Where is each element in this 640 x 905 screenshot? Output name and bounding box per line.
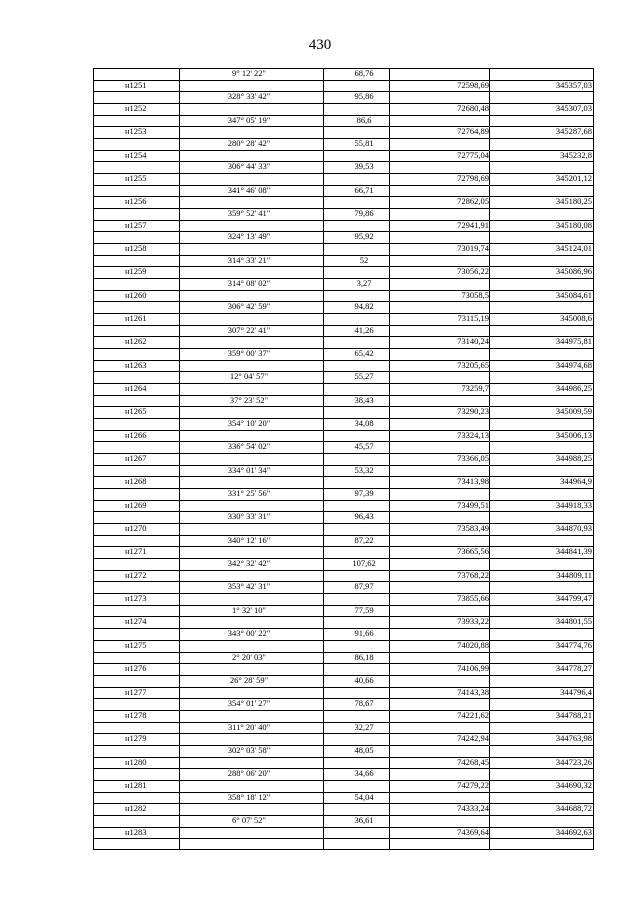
segment-length: 32,27 [354, 722, 374, 732]
segment-angle: 354° 10' 20" [227, 418, 271, 428]
coord-y: 344918,33 [555, 500, 592, 510]
segment-length: 94,82 [354, 301, 374, 311]
segment-length: 34,66 [354, 768, 374, 778]
coord-y: 344723,26 [555, 757, 592, 767]
segment-length: 66,71 [354, 185, 374, 195]
coord-x: 74279,22 [457, 780, 489, 790]
coord-y: 345006,13 [555, 430, 592, 440]
point-name: н1254 [125, 150, 147, 160]
segment-length: 68,76 [354, 68, 374, 78]
coord-x: 72941,91 [457, 220, 489, 230]
coord-y: 344688,72 [555, 803, 592, 813]
coord-y: 345201,12 [555, 173, 592, 183]
point-name: н1264 [125, 383, 147, 393]
coord-x: 74106,99 [457, 663, 489, 673]
coord-x: 73855,66 [457, 593, 489, 603]
coord-y: 344986,25 [555, 383, 592, 393]
segment-length: 55,81 [354, 138, 374, 148]
coordinate-table [93, 68, 594, 850]
segment-length: 79,86 [354, 208, 374, 218]
coord-y: 344763,98 [555, 733, 592, 743]
coord-y: 345086,96 [555, 266, 592, 276]
segment-length: 55,27 [354, 371, 374, 381]
page-number: 430 [308, 37, 332, 53]
point-name: н1280 [125, 757, 147, 767]
segment-angle: 340° 12' 16" [227, 535, 271, 545]
segment-length: 40,66 [354, 675, 374, 685]
segment-angle: 306° 44' 33" [227, 161, 271, 171]
coord-x: 74333,24 [457, 803, 489, 813]
segment-length: 78,67 [354, 698, 374, 708]
coord-x: 74369,64 [457, 827, 489, 837]
coord-y: 344788,21 [555, 710, 592, 720]
segment-length: 87,97 [354, 581, 374, 591]
segment-angle: 354° 01' 27" [227, 698, 271, 708]
segment-length: 91,66 [354, 628, 374, 638]
coord-x: 72798,69 [457, 173, 489, 183]
point-name: н1272 [125, 570, 147, 580]
point-name: н1281 [125, 780, 147, 790]
coord-x: 72764,89 [457, 126, 489, 136]
coord-y: 344690,32 [555, 780, 592, 790]
segment-angle: 9° 12' 22" [232, 68, 266, 78]
segment-angle: 6° 07' 52" [232, 815, 266, 825]
segment-angle: 343° 00' 22" [227, 628, 271, 638]
point-name: н1262 [125, 336, 147, 346]
table-row-rule [93, 849, 594, 850]
point-name: н1279 [125, 733, 147, 743]
coord-y: 344692,63 [555, 827, 592, 837]
segment-angle: 341° 46' 08" [227, 185, 271, 195]
segment-length: 54,04 [354, 792, 374, 802]
coord-x: 73665,56 [457, 546, 489, 556]
coord-x: 74020,88 [457, 640, 489, 650]
point-name: н1259 [125, 266, 147, 276]
coord-x: 73366,05 [457, 453, 489, 463]
segment-angle: 336° 54' 02" [227, 441, 271, 451]
coord-x: 73259,7 [461, 383, 489, 393]
point-name: н1251 [125, 80, 147, 90]
point-name: н1270 [125, 523, 147, 533]
segment-angle: 342° 32' 42" [227, 558, 271, 568]
point-name: н1265 [125, 406, 147, 416]
segment-length: 96,43 [354, 511, 374, 521]
segment-length: 41,26 [354, 325, 374, 335]
segment-angle: 331° 25' 56" [227, 488, 271, 498]
point-name: н1258 [125, 243, 147, 253]
segment-angle: 359° 00' 37" [227, 348, 271, 358]
segment-angle: 1° 32' 10" [232, 605, 266, 615]
segment-length: 52 [359, 255, 369, 265]
point-name: н1276 [125, 663, 147, 673]
segment-angle: 302° 03' 58" [227, 745, 271, 755]
segment-angle: 330° 33' 31" [227, 511, 271, 521]
table-row-rule [93, 838, 594, 839]
coord-x: 72775,04 [457, 150, 489, 160]
segment-angle: 328° 33' 42" [227, 91, 271, 101]
segment-length: 34,08 [354, 418, 374, 428]
point-name: н1260 [125, 290, 147, 300]
segment-length: 97,39 [354, 488, 374, 498]
segment-length: 39,53 [354, 161, 374, 171]
segment-length: 86,18 [354, 652, 374, 662]
point-name: н1257 [125, 220, 147, 230]
segment-angle: 306° 42' 59" [227, 301, 271, 311]
coord-x: 73413,98 [457, 476, 489, 486]
coord-x: 73205,65 [457, 360, 489, 370]
segment-length: 45,57 [354, 441, 374, 451]
segment-length: 86,6 [356, 115, 372, 125]
segment-length: 77,59 [354, 605, 374, 615]
coord-x: 72598,69 [457, 80, 489, 90]
point-name: н1267 [125, 453, 147, 463]
point-name: н1268 [125, 476, 147, 486]
coord-y: 345357,03 [555, 80, 592, 90]
coord-x: 74268,45 [457, 757, 489, 767]
point-name: н1269 [125, 500, 147, 510]
segment-length: 87,22 [354, 535, 374, 545]
point-name: н1266 [125, 430, 147, 440]
coord-y: 344964,9 [560, 476, 592, 486]
point-name: н1263 [125, 360, 147, 370]
segment-angle: 12° 04' 57" [229, 371, 269, 381]
segment-angle: 280° 28' 42" [227, 138, 271, 148]
coord-y: 344870,93 [555, 523, 592, 533]
segment-angle: 288° 06' 20" [227, 768, 271, 778]
coord-x: 74221,62 [457, 710, 489, 720]
coord-y: 345180,25 [555, 196, 592, 206]
segment-length: 65,42 [354, 348, 374, 358]
segment-length: 3,27 [356, 278, 372, 288]
coord-y: 344975,81 [555, 336, 592, 346]
point-name: н1261 [125, 313, 147, 323]
coord-y: 344841,39 [555, 546, 592, 556]
point-name: н1252 [125, 103, 147, 113]
segment-length: 36,61 [354, 815, 374, 825]
coord-y: 345287,68 [555, 126, 592, 136]
coord-y: 344801,55 [555, 616, 592, 626]
point-name: н1274 [125, 616, 147, 626]
coord-x: 72862,05 [457, 196, 489, 206]
coord-y: 345009,59 [555, 406, 592, 416]
point-name: н1275 [125, 640, 147, 650]
segment-angle: 2° 20' 03" [232, 652, 266, 662]
coord-y: 345180,08 [555, 220, 592, 230]
coord-y: 345307,03 [555, 103, 592, 113]
point-name: н1273 [125, 593, 147, 603]
coord-y: 344774,76 [555, 640, 592, 650]
coord-x: 73499,51 [457, 500, 489, 510]
coord-x: 73290,23 [457, 406, 489, 416]
point-name: н1283 [125, 827, 147, 837]
coord-x: 73058,5 [461, 290, 489, 300]
segment-angle: 334° 01' 34" [227, 465, 271, 475]
segment-length: 48,05 [354, 745, 374, 755]
segment-length: 53,32 [354, 465, 374, 475]
segment-angle: 314° 33' 21" [227, 255, 271, 265]
coord-x: 74143,38 [457, 687, 489, 697]
point-name: н1277 [125, 687, 147, 697]
coord-x: 74242,94 [457, 733, 489, 743]
coord-y: 344799,47 [555, 593, 592, 603]
coord-x: 73056,22 [457, 266, 489, 276]
coord-x: 73933,22 [457, 616, 489, 626]
coord-y: 345008,6 [560, 313, 592, 323]
coord-x: 72680,48 [457, 103, 489, 113]
coord-x: 73324,13 [457, 430, 489, 440]
point-name: н1253 [125, 126, 147, 136]
coord-y: 344796,4 [560, 687, 592, 697]
segment-length: 95,92 [354, 231, 374, 241]
coord-y: 344809,11 [556, 570, 592, 580]
coord-y: 345124,01 [555, 243, 592, 253]
coord-y: 345084,61 [555, 290, 592, 300]
point-name: н1255 [125, 173, 147, 183]
point-name: н1282 [125, 803, 147, 813]
coord-x: 73768,22 [457, 570, 489, 580]
segment-length: 107,62 [352, 558, 376, 568]
segment-length: 95,86 [354, 91, 374, 101]
segment-angle: 358° 18' 12" [227, 792, 271, 802]
point-name: н1256 [125, 196, 147, 206]
coord-x: 73115,19 [457, 313, 489, 323]
segment-angle: 37° 23' 52" [229, 395, 269, 405]
segment-angle: 307° 22' 41" [227, 325, 271, 335]
coord-x: 73140,24 [457, 336, 489, 346]
coord-y: 345232,8 [560, 150, 592, 160]
segment-length: 38,43 [354, 395, 374, 405]
coord-y: 344988,25 [555, 453, 592, 463]
coord-x: 73019,74 [457, 243, 489, 253]
segment-angle: 359° 52' 41" [227, 208, 271, 218]
point-name: н1278 [125, 710, 147, 720]
point-name: н1271 [125, 546, 147, 556]
segment-angle: 26° 28' 59" [229, 675, 269, 685]
segment-angle: 324° 13' 49" [227, 231, 271, 241]
segment-angle: 353° 42' 31" [227, 581, 271, 591]
segment-angle: 314° 08' 02" [227, 278, 271, 288]
segment-angle: 311° 20' 40" [227, 722, 271, 732]
coord-x: 73583,49 [457, 523, 489, 533]
segment-angle: 347° 05' 19" [227, 115, 271, 125]
coord-y: 344778,27 [555, 663, 592, 673]
coord-y: 344974,68 [555, 360, 592, 370]
